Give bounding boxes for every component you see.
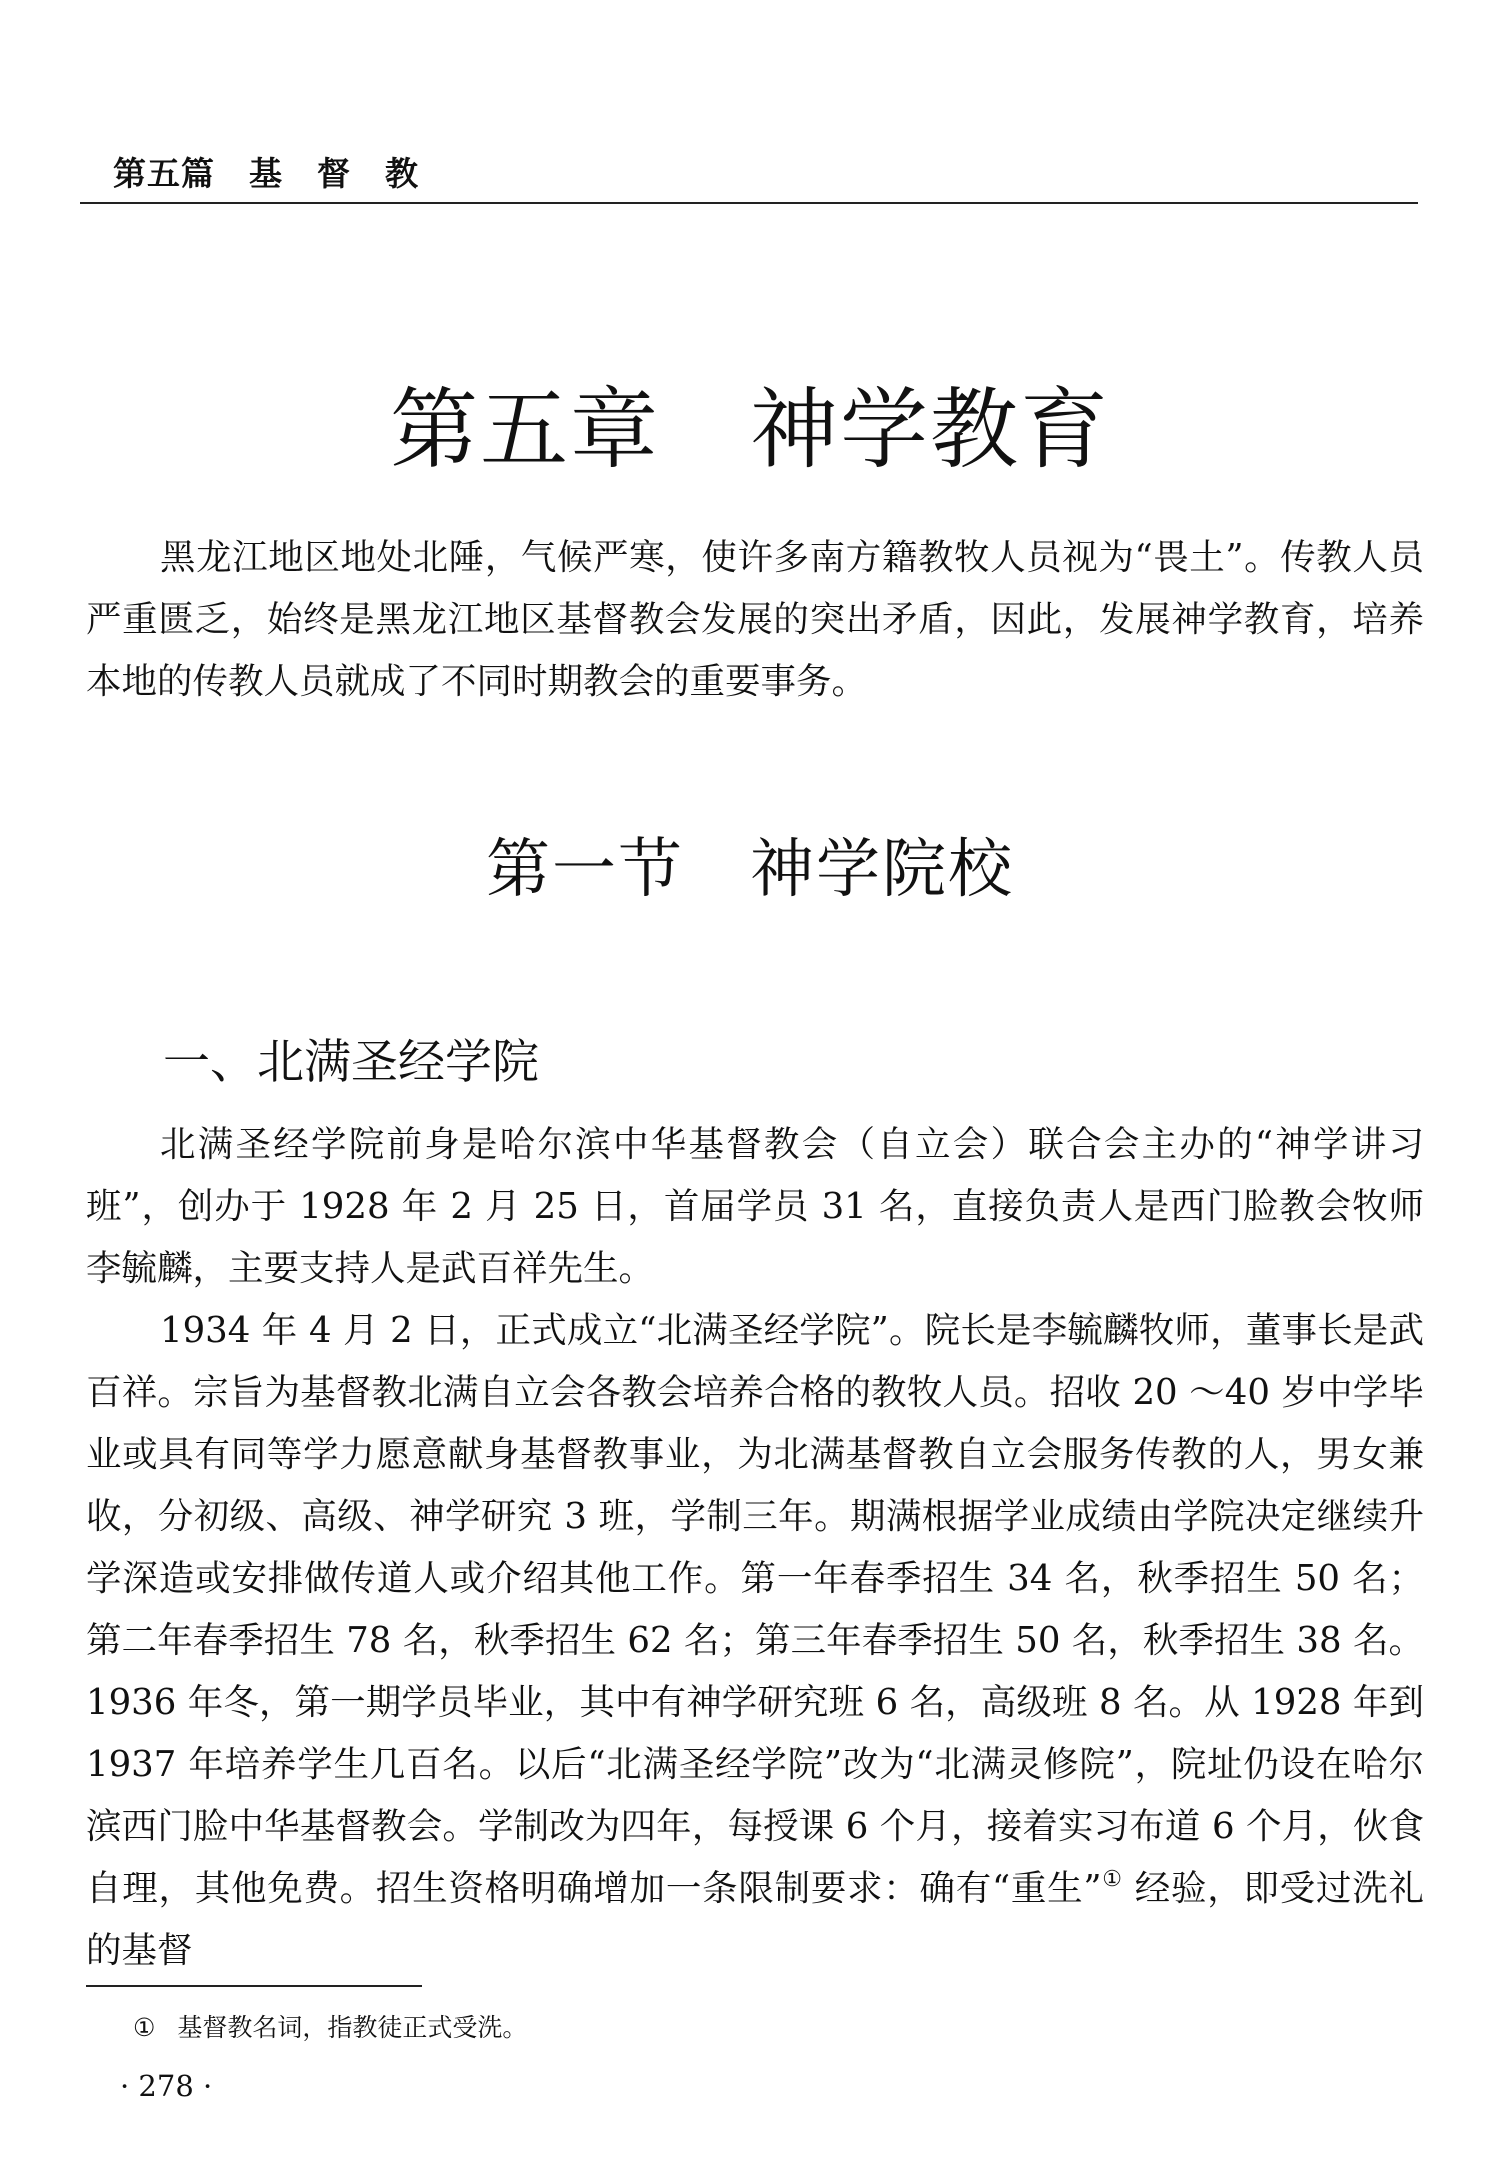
- body-paragraph-2-text-end: 经验，即受过洗礼的基督: [86, 1868, 1424, 1971]
- running-header: 第五篇 基 督 教: [113, 154, 419, 193]
- header-rule: [80, 202, 1418, 204]
- footnote-text: 基督教名词，指教徒正式受洗。: [177, 2013, 528, 2042]
- footnote: [133, 2008, 527, 2044]
- footnote-reference-mark[interactable]: ①: [1101, 1867, 1123, 1892]
- chapter-intro-paragraph: 黑龙江地区地处北陲，气候严寒，使许多南方籍教牧人员视为“畏土”。传教人员严重匮乏，始终是黑龙江地区基督教会发展的突出矛盾，因此，发展神学教育，培养本地的传教人员就成了不同时期教会的重要事务。: [86, 537, 1424, 702]
- body-paragraph-1: 北满圣经学院前身是哈尔滨中华基督教会（自立会）联合会主办的“神学讲习班”，创办于 1928 年 2 月 25 日，首届学员 31 名，直接负责人是西门脸教会牧师李毓麟，主要支持人是武百祥先生。: [86, 1124, 1424, 1289]
- page-number: · 278 ·: [120, 2069, 213, 2103]
- footnote-mark: ①: [133, 2013, 156, 2042]
- chapter-title: 第五章 神学教育: [389, 378, 1110, 481]
- footnote-rule: [86, 1985, 422, 1987]
- section-title: 第一节 神学院校: [486, 833, 1014, 907]
- body-paragraph-2-text: 1934 年 4 月 2 日，正式成立“北满圣经学院”。院长是李毓麟牧师，董事长是武百祥。宗旨为基督教北满自立会各教会培养合格的教牧人员。招收 20 ～40 岁中学毕业或具有同等学力愿意献身基督教事业，为北满基督教自立会服务传教的人，男女兼收，分初级、高级、神学研究 3 班，学制三年。期满根据学业成绩由学院决定继续升学深造或安排做传道人或介绍其他工作。第一年春季招生 34 名，秋季招生 50 名；第二年春季招生 78 名，秋季招生 62 名；第三年春季招生 50 名，秋季招生 38 名。1936 年冬，第一期学员毕业，其中有神学研究班 6 名，高级班 8 名。从 1928 年到 1937 年培养学生几百名。以后“北满圣经学院”改为“北满灵修院”，院址仍设在哈尔滨西门脸中华基督教会。学制改为四年，每授课 6 个月，接着实习布道 6 个月，伙食自理，其他免费。招生资格明确增加一条限制要求：确有“重生”: [86, 1310, 1424, 1909]
- body-paragraph-2: [86, 1300, 1424, 1982]
- subsection-title: 一、北满圣经学院: [163, 1035, 539, 1090]
